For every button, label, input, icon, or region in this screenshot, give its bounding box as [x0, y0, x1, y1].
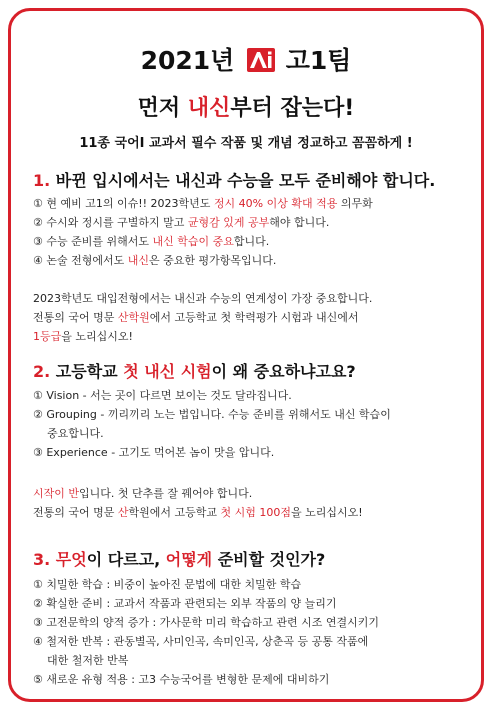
s1-item2-highlight: 균형감 있게 공부: [187, 216, 270, 229]
flyer-card: [8, 8, 484, 702]
s1-para-line-2: [33, 308, 463, 327]
s1-item4-c: 은 중요한 평가항목입니다.: [149, 254, 277, 267]
slogan-part-a: 먼저: [137, 96, 188, 121]
s1-item1-c: 의무화: [337, 197, 373, 210]
s2-para-line-1: [33, 484, 463, 503]
s3-heading-e: 준비할 것인가?: [212, 550, 326, 569]
s1-para3-highlight: 1등급: [33, 330, 62, 343]
flyer-tagline: 11종 국어Ⅰ 교과서 필수 작품 및 개념 정교하고 꼼꼼하게 !: [79, 136, 413, 151]
s2-para2-c: 학원에서 고등학교: [128, 506, 221, 519]
section3-item-1: ① 치밀한 학습 : 비중이 높아진 문법에 대한 치밀한 학습: [33, 578, 302, 591]
s1-item1-a: ① 현 예비 고1의 이슈!! 2023학년도: [33, 197, 214, 210]
s1-para2-highlight: 산학원: [117, 311, 150, 324]
section3-item-4: ④ 철저한 반복 : 관동별곡, 사미인곡, 속미인곡, 상춘곡 등 공통 작품에: [33, 635, 369, 648]
section3-item-2: ② 확실한 준비 : 교과서 작품과 관련되는 외부 작품의 양 늘리기: [33, 597, 337, 610]
flyer-slogan: [11, 91, 481, 122]
section2-item-2: ② Grouping - 끼리끼리 노는 법입니다. 수능 준비를 위해서도 내신 학습이: [33, 408, 391, 421]
section1-item-2: [33, 213, 463, 232]
section1-number: 1.: [33, 171, 51, 190]
s2-heading-a: 고등학교: [50, 362, 124, 381]
section1-heading: [33, 168, 435, 191]
section1-item-1: [33, 194, 463, 213]
section2-list: [33, 386, 463, 462]
section1-item-3: [33, 232, 463, 251]
section3-item-5: ⑤ 새로운 유형 적용 : 고3 수능국어를 변형한 문제에 대비하기: [33, 673, 330, 686]
s2-para2-e: 을 노리십시오!: [291, 506, 363, 519]
flyer-title: [11, 41, 481, 77]
s2-para2-highlight-2: 첫 시험 100점: [220, 506, 292, 519]
s2-para-line-2: [33, 503, 463, 522]
s2-para2-a: 전통의 국어 명문: [33, 506, 118, 519]
title-year: 2021년: [140, 46, 235, 75]
section2-item-3: ③ Experience - 고기도 먹어본 놈이 맛을 압니다.: [33, 446, 275, 459]
s2-heading-highlight: 첫 내신 시험: [123, 362, 212, 381]
s1-item4-a: ④ 논술 전형에서도: [33, 254, 128, 267]
section2-paragraph: [33, 484, 463, 522]
s1-item1-highlight: 정시 40% 이상 확대 적용: [213, 197, 338, 210]
section2-heading: [33, 359, 356, 382]
s1-item2-c: 해야 합니다.: [269, 216, 330, 229]
s2-para1-b: 입니다. 첫 단추를 잘 꿰어야 합니다.: [79, 487, 253, 500]
s2-para1-highlight: 시작이 반: [33, 487, 80, 500]
s1-item2-a: ② 수시와 정시를 구별하지 말고: [33, 216, 188, 229]
section1-list: [33, 194, 463, 270]
slogan-part-c: 부터 잡는다!: [230, 96, 355, 121]
section2-number: 2.: [33, 362, 51, 381]
s1-item3-c: 합니다.: [233, 235, 270, 248]
s1-item4-highlight: 내신: [127, 254, 149, 267]
s2-para2-highlight-1: 산: [117, 506, 129, 519]
s1-item3-a: ③ 수능 준비를 위해서도: [33, 235, 153, 248]
s1-para-line-3: [33, 327, 463, 346]
s3-heading-c: 이 다르고,: [86, 550, 166, 569]
section3-item-3: ③ 고전문학의 양적 증가 : 가사문학 미리 학습하고 관련 시조 연결시키기: [33, 616, 380, 629]
s1-item3-highlight: 내신 학습이 중요: [152, 235, 234, 248]
s1-para2-a: 전통의 국어 명문: [33, 311, 118, 324]
slogan-highlight: 내신: [187, 96, 231, 121]
s3-heading-highlight-2: 어떻게: [165, 550, 213, 569]
section2-item-1: ① Vision - 서는 곳이 다르면 보이는 것도 달라집니다.: [33, 389, 292, 402]
section3-list: [33, 575, 463, 689]
section1-heading-text: 바뀐 입시에서는 내신과 수능을 모두 준비해야 합니다.: [50, 171, 436, 190]
s2-heading-c: 이 왜 중요하냐고요?: [211, 362, 356, 381]
section3-heading: [33, 547, 325, 570]
s1-para-line-1: 2023학년도 대입전형에서는 내신과 수능의 연계성이 가장 중요합니다.: [33, 292, 373, 305]
section2-item-2-cont: 중요합니다.: [47, 427, 104, 440]
academy-logo: [247, 48, 275, 72]
s1-para3-b: 을 노리십시오!: [61, 330, 133, 343]
section1-item-4: [33, 251, 463, 270]
s3-heading-highlight-1: 무엇: [55, 550, 87, 569]
section1-paragraph: [33, 289, 463, 346]
section3-number: 3.: [33, 550, 51, 569]
section3-item-4-cont: 대한 철저한 반복: [47, 654, 129, 667]
title-team: 고1팀: [285, 46, 352, 75]
s1-para2-c: 에서 고등학교 첫 학력평가 시험과 내신에서: [149, 311, 359, 324]
